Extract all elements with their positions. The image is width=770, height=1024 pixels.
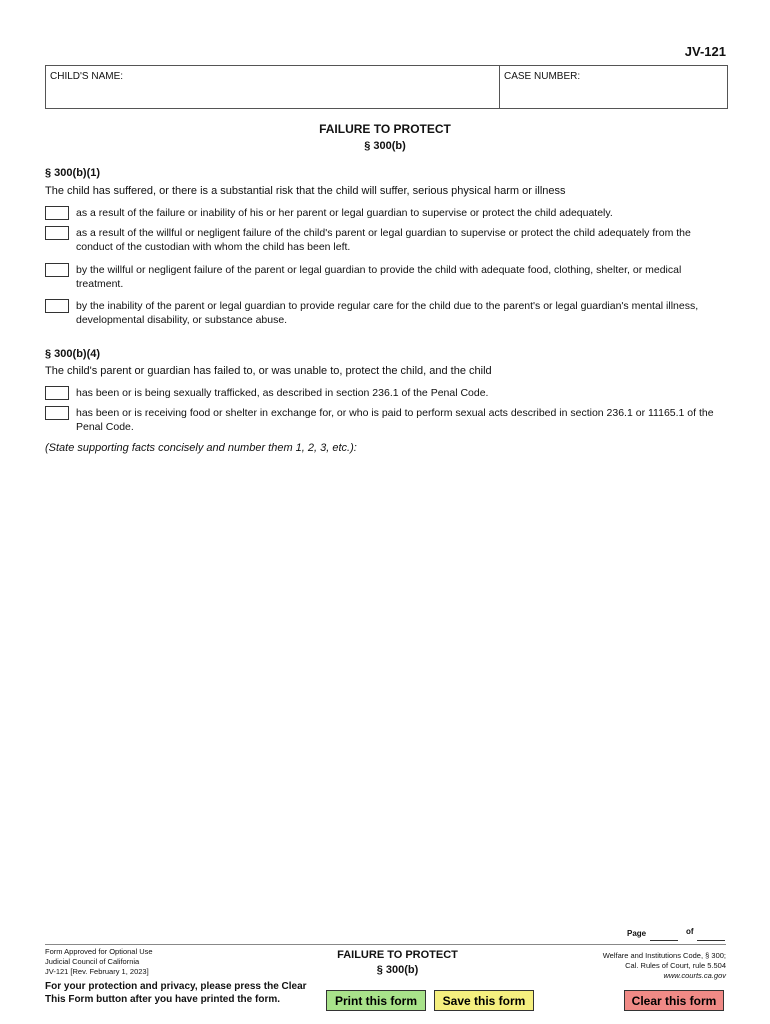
- header-divider: [499, 66, 500, 108]
- item-300b1-a: as a result of the failure or inability of his or her parent or legal guardian to supervise or protect the child adequately.: [76, 207, 613, 219]
- footer-code: Welfare and Institutions Code, § 300;: [602, 951, 726, 960]
- footer-left: [45, 947, 153, 977]
- section1-intro: The child has suffered, or there is a substantial risk that the child will suffer, serious physical harm or illness: [45, 185, 566, 197]
- clear-form-button[interactable]: Clear this form: [624, 990, 724, 1011]
- item-300b1-b: as a result of the willful or negligent failure of the child's parent or legal guardian to supervise or protect the child adequately from the conduct of the custodian with whom the child has been left.: [76, 227, 691, 253]
- form-subtitle: § 300(b): [364, 140, 406, 152]
- checkbox-300b1-a[interactable]: [45, 206, 69, 220]
- case-number-label: CASE NUMBER:: [504, 71, 581, 82]
- privacy-notice: [45, 980, 307, 1006]
- footer-rule: [45, 944, 726, 945]
- footer-subtitle: § 300(b): [376, 964, 419, 976]
- item-300b1-d: by the inability of the parent or legal guardian to provide regular care for the child due to the parent's or legal guardian's mental illness, developmental disability, or substance abuse.: [76, 300, 699, 326]
- supporting-facts-field[interactable]: [45, 462, 730, 921]
- privacy-line-1: For your protection and privacy, please press the Clear: [45, 981, 307, 992]
- checkbox-300b4-b[interactable]: [45, 406, 69, 420]
- section2-heading: § 300(b)(4): [45, 348, 101, 360]
- print-form-button[interactable]: Print this form: [326, 990, 426, 1011]
- checkbox-300b4-a[interactable]: [45, 386, 69, 400]
- form-id: JV-121: [684, 44, 726, 59]
- footer-revision: JV-121 [Rev. February 1, 2023]: [45, 967, 149, 976]
- checkbox-300b1-b[interactable]: [45, 226, 69, 240]
- page-number-field[interactable]: [650, 930, 678, 941]
- child-name-label: CHILD'S NAME:: [50, 71, 124, 82]
- supporting-facts-instructions: (State supporting facts concisely and number them 1, 2, 3, etc.):: [45, 442, 357, 454]
- footer-rules: Cal. Rules of Court, rule 5.504: [625, 961, 726, 970]
- footer-right: [603, 951, 726, 981]
- footer-council: Judicial Council of California: [45, 957, 140, 966]
- checkbox-300b1-c[interactable]: [45, 263, 69, 277]
- footer-website: www.courts.ca.gov: [663, 971, 726, 980]
- form-title: FAILURE TO PROTECT: [319, 122, 451, 136]
- child-name-input[interactable]: [50, 86, 494, 100]
- save-form-button[interactable]: Save this form: [434, 990, 534, 1011]
- item-300b1-c: by the willful or negligent failure of the parent or legal guardian to provide the child with adequate food, clothing, shelter, or medical treatment.: [76, 264, 682, 290]
- page-total-field[interactable]: [697, 930, 725, 941]
- section2-intro: The child's parent or guardian has failed to, or was unable to, protect the child, and the child: [45, 365, 492, 377]
- footer-title: FAILURE TO PROTECT: [337, 949, 458, 961]
- case-number-input[interactable]: [504, 86, 723, 100]
- header-box: [45, 65, 728, 109]
- item-300b4-b: has been or is receiving food or shelter in exchange for, or who is paid to perform sexual acts described in section 236.1 or 11165.1 of the Penal Code.: [76, 407, 714, 433]
- page-label: Page: [627, 929, 647, 938]
- item-300b4-a: has been or is being sexually trafficked, as described in section 236.1 of the Penal Code.: [76, 387, 489, 399]
- privacy-line-2: This Form button after you have printed the form.: [45, 994, 281, 1005]
- checkbox-300b1-d[interactable]: [45, 299, 69, 313]
- footer-approved: Form Approved for Optional Use: [45, 947, 153, 956]
- of-label: of: [686, 927, 694, 936]
- section1-heading: § 300(b)(1): [45, 167, 101, 179]
